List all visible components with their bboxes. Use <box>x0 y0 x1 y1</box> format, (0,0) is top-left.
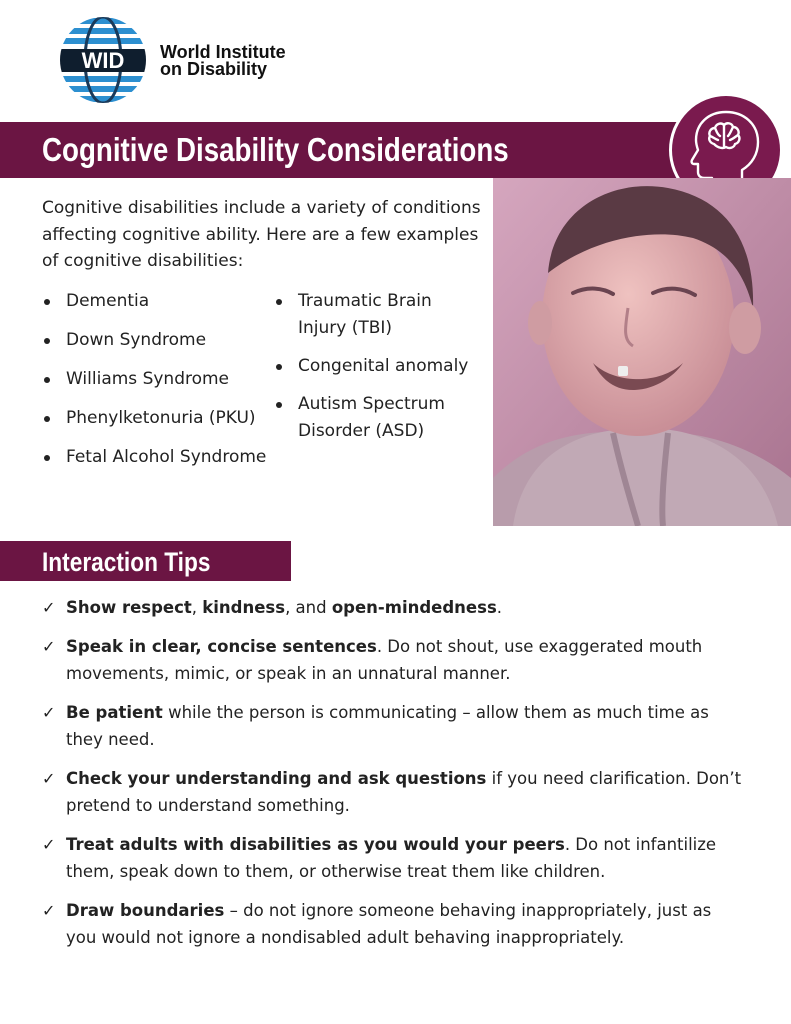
tip-emphasis: Show respect <box>66 598 192 617</box>
tip-item <box>42 594 742 621</box>
person-photo <box>493 178 791 526</box>
disability-item: Down Syndrome <box>42 327 272 354</box>
tip-item <box>42 633 742 687</box>
tip-text: , and <box>285 598 332 617</box>
checkmark-icon: ✓ <box>42 835 56 854</box>
intro-paragraph: Cognitive disabilities include a variety of conditions affecting cognitive ability. Here are a few examples of cognitive disabilities: <box>42 198 481 271</box>
organization-name-line1: World Institute <box>160 42 286 62</box>
disability-item: Autism Spectrum Disorder (ASD) <box>274 391 484 445</box>
tip-emphasis: open-mindedness <box>331 598 497 617</box>
tip-emphasis: kindness <box>202 598 286 617</box>
wid-logo-mark <box>58 15 152 105</box>
checkmark-icon: ✓ <box>42 703 56 722</box>
disability-item: Fetal Alcohol Syndrome <box>42 444 272 471</box>
tip-text: if you need clarification. Don’t pretend to understand something. <box>66 769 742 815</box>
tip-text: – do not ignore someone behaving inappropriately, just as you would not ignore a nondisabled adult behaving inappropriately. <box>66 901 712 947</box>
tip-emphasis: Draw boundaries <box>66 901 225 920</box>
checkmark-icon: ✓ <box>42 598 56 617</box>
checkmark-icon: ✓ <box>42 637 56 656</box>
tip-emphasis: Check your understanding and ask questions <box>66 769 487 788</box>
organization-name-line2: on Disability <box>160 59 268 79</box>
organization-name <box>160 44 286 78</box>
tip-emphasis: Speak in clear, concise sentences <box>66 637 377 656</box>
tips-heading: Interaction Tips <box>42 547 211 577</box>
tip-emphasis: Treat adults with disabilities as you would your peers <box>66 835 565 854</box>
title-banner <box>0 122 700 178</box>
tip-text: . Do not shout, use exaggerated mouth movements, mimic, or speak in an unnatural manner. <box>66 637 703 683</box>
disability-item: Traumatic Brain Injury (TBI) <box>274 288 484 342</box>
tip-text: . Do not infantilize them, speak down to them, or otherwise treat them like children. <box>66 835 717 881</box>
checkmark-icon: ✓ <box>42 769 56 788</box>
tip-item <box>42 699 742 753</box>
tip-text: , <box>191 598 203 617</box>
logo-mark-text: WID <box>81 48 125 73</box>
page-title: Cognitive Disability Considerations <box>42 131 509 168</box>
tip-text: . <box>496 598 503 617</box>
tips-banner <box>0 541 291 581</box>
tip-text: while the person is communicating – allow them as much time as they need. <box>66 703 709 749</box>
disabilities-list-left <box>42 288 272 483</box>
tips-list <box>42 594 742 963</box>
disability-item: Phenylketonuria (PKU) <box>42 405 272 432</box>
disability-item: Dementia <box>42 288 272 315</box>
disabilities-list-right <box>274 288 484 456</box>
tip-item <box>42 831 742 885</box>
disability-item: Williams Syndrome <box>42 366 272 393</box>
disability-item: Congenital anomaly <box>274 353 484 380</box>
tip-emphasis: Be patient <box>66 703 163 722</box>
tip-item <box>42 765 742 819</box>
checkmark-icon: ✓ <box>42 901 56 920</box>
tip-item <box>42 897 742 951</box>
